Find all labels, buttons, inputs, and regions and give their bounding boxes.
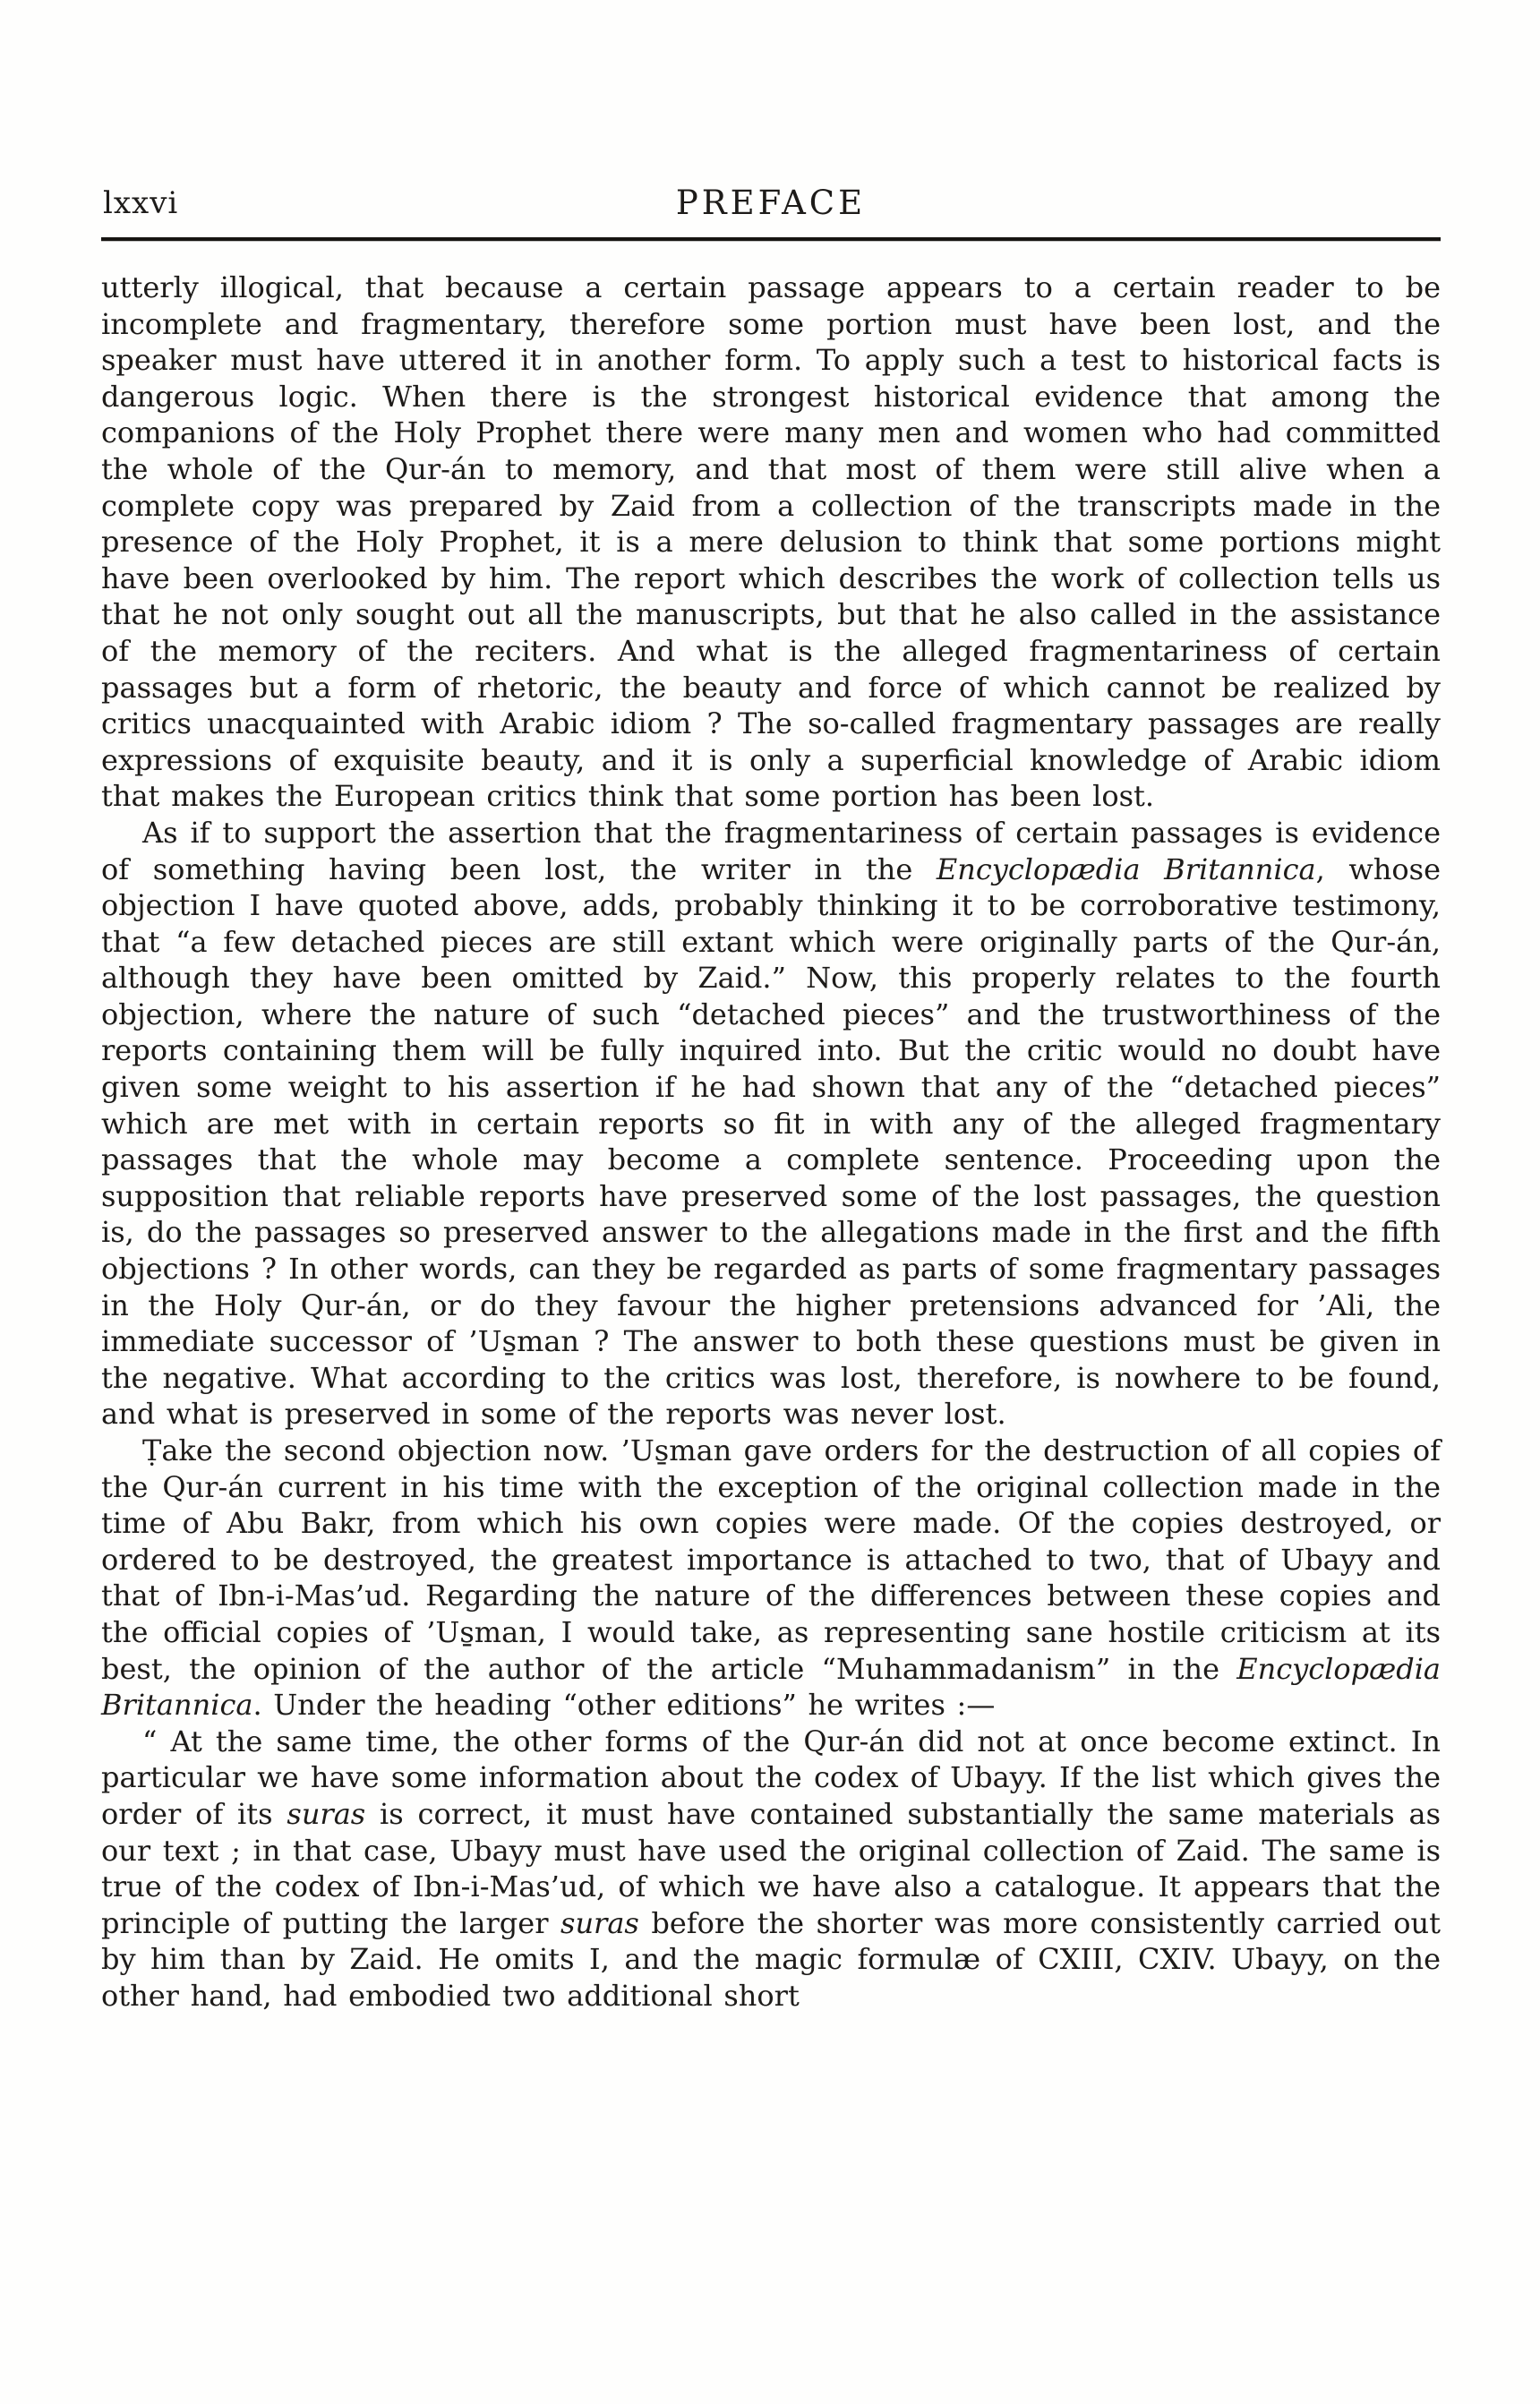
paragraph <box>101 1724 1441 2015</box>
text-run: suras <box>560 1905 639 1940</box>
text-run: As if to support the assertion that the fragmentariness of certain passages is evidence of something having been lost, the writer in the <box>101 815 1441 886</box>
text-run: , whose objection I have quoted above, adds, probably thinking it to be corroborative testimony, that “a few detached pieces are still extant which were originally parts of the Qur-án, although they have been omitted by Zaid.” Now, this properly relates to the fourth objection, where the nature of such “detached pieces” and the trustworthiness of the reports containing them will be fully inquired into. But the critic would no doubt have given some weight to his assertion if he had shown that any of the “detached pieces” which are met with in certain reports so fit in with any of the alleged fragmentary passages that the whole may become a complete sentence. Proceeding upon the supposition that reliable reports have preserved some of the lost passages, the question is, do the passages so preserved answer to the allegations made in the first and the fifth objections ? In other words, can they be regarded as parts of some fragmentary passages in the Holy Qur-án, or do they favour the higher pretensions advanced for ’Ali, the immediate successor of ’Us̱man ? The answer to both these questions must be given in the negative. What according to the critics was lost, therefore, is nowhere to be found, and what is preserved in some of the reports was never lost. <box>101 851 1442 1432</box>
text-run: suras <box>287 1796 366 1831</box>
paragraph <box>101 815 1441 1433</box>
text-run: is correct, it must have contained substantially the same materials as our text ; in that case, Ubayy must have used the original collection of Zaid. The same is true of the codex of Ibn-i-Mas’ud, of which we have also a catalogue. It appears that the principle of putting the larger <box>101 1796 1442 1940</box>
page-header <box>101 184 1441 227</box>
paragraph <box>101 269 1441 815</box>
text-run: “ At the same time, the other forms of the Qur-án did not at once become extinct. In particular we have some information about the codex of Ubayy. If the list which gives the order of its <box>101 1724 1441 1831</box>
text-run: . Under the heading “other editions” he writes :— <box>252 1688 996 1723</box>
running-title: PREFACE <box>675 184 867 222</box>
text-run: Encyclopædia Britannica <box>101 1651 1441 1723</box>
page-content <box>101 184 1441 2015</box>
page-body <box>101 269 1441 2015</box>
paragraph <box>101 1433 1441 1724</box>
text-run: Ṭake the second objection now. ’Us̱man gave orders for the destruction of all copies of the Qur-án current in his time with the exception of the original collection made in the time of Abu Bakr, from which his own copies were made. Of the copies destroyed, or ordered to be destroyed, the greatest importance is attached to two, that of Ubayy and that of Ibn-i-Mas’ud. Regarding the nature of the differences between these copies and the official copies of ’Us̱man, I would take, as representing sane hostile criticism at its best, the opinion of the author of the article “Muhammadanism” in the <box>101 1433 1441 1686</box>
text-run: utterly illogical, that because a certain passage appears to a certain reader to be incomplete and fragmentary, therefore some portion must have been lost, and the speaker must have uttered it in another form. To apply such a test to historical facts is dangerous logic. When there is the strongest historical evidence that among the companions of the Holy Prophet there were many men and women who had committed the whole of the Qur-án to memory, and that most of them were still alive when a complete copy was prepared by Zaid from a collection of the transcripts made in the presence of the Holy Prophet, it is a mere delusion to think that some portions might have been overlooked by him. The report which describes the work of collection tells us that he not only sought out all the manuscripts, but that he also called in the assistance of the memory of the reciters. And what is the alleged fragmentariness of certain passages but a form of rhetoric, the beauty and force of which cannot be realized by critics unacquainted with Arabic idiom ? The so-called fragmentary passages are really expressions of exquisite beauty, and it is only a superficial knowledge of Arabic idiom that makes the European critics think that some portion has been lost. <box>101 270 1441 814</box>
text-run: Encyclopædia Britannica <box>936 851 1316 886</box>
text-run: before the shorter was more consistently carried out by him than by Zaid. He omits I, and the magic formulæ of CXIII, CXIV. Ubayy, on the other hand, had embodied two additional short <box>101 1905 1442 2013</box>
page-number: lxxvi <box>103 185 179 221</box>
header-rule <box>101 237 1441 241</box>
